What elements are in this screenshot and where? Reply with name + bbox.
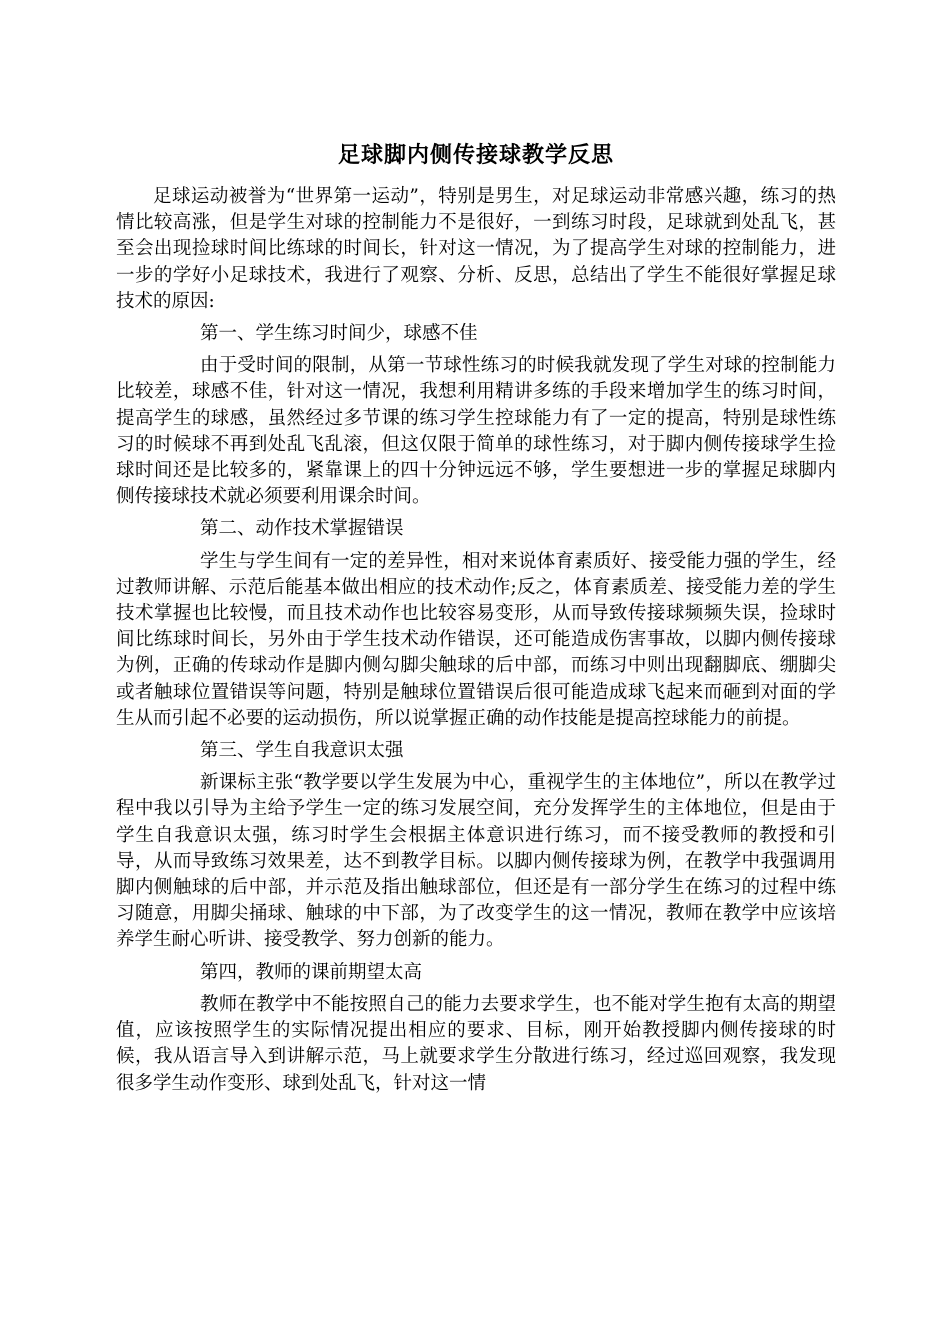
- section-heading-1: 第一、学生练习时间少，球感不佳: [200, 323, 478, 345]
- document-title: 足球脚内侧传接球教学反思: [337, 142, 614, 168]
- section-body-1: 由于受时间的限制，从第一节球性练习的时候我就发现了学生对球的控制能力比较差，球感不佳，针对这一情况，我想利用精讲多练的手段来增加学生的练习时间，提高学生的球感，虽然经过多节课的练习学生控球能力有了一定的提高，特别是球性练习的时候球不再到处乱飞乱滚，但这仅限于简单的球性练习，对于脚内侧传接球学生捡球时间还是比较多的，紧靠课上的四十分钟远远不够，学生要想进一步的掌握足球脚内侧传接球技术就必须要利用课余时间。: [116, 355, 836, 508]
- section-heading-2: 第二、动作技术掌握错误: [200, 518, 404, 540]
- document-page: [116, 140, 836, 1103]
- section-body-3: 新课标主张“教学要以学生发展为中心，重视学生的主体地位”，所以在教学过程中我以引导为主给予学生一定的练习发展空间，充分发挥学生的主体地位，但是由于学生自我意识太强，练习时学生会根据主体意识进行练习，而不接受教师的教授和引导，从而导致练习效果差，达不到教学目标。以脚内侧传接球为例，在教学中我强调用脚内侧触球的后中部，并示范及指出触球部位，但还是有一部分学生在练习的过程中练习随意，用脚尖捅球、触球的中下部，为了改变学生的这一情况，教师在教学中应该培养学生耐心听讲、接受教学、努力创新的能力。: [116, 772, 836, 951]
- intro-paragraph: 足球运动被誉为“世界第一运动”，特别是男生，对足球运动非常感兴趣，练习的热情比较高涨，但是学生对球的控制能力不是很好，一到练习时段，足球就到处乱飞，甚至会出现捡球时间比练球的时间长，针对这一情况，为了提高学生对球的控制能力，进一步的学好小足球技术，我进行了观察、分析、反思，总结出了学生不能很好掌握足球技术的原因:: [116, 186, 836, 312]
- section-heading-3: 第三、学生自我意识太强: [200, 740, 404, 762]
- section-heading-4: 第四，教师的课前期望太高: [200, 961, 423, 983]
- section-body-2: 学生与学生间有一定的差异性，相对来说体育素质好、接受能力强的学生，经过教师讲解、示范后能基本做出相应的技术动作;反之，体育素质差、接受能力差的学生技术掌握也比较慢，而且技术动作也比较容易变形，从而导致传接球频频失误，捡球时间比练球时间长，另外由于学生技术动作错误，还可能造成伤害事故，以脚内侧传接球为例，正确的传球动作是脚内侧勾脚尖触球的后中部，而练习中则出现翻脚底、绷脚尖或者触球位置错误等问题，特别是触球位置错误后很可能造成球飞起来而砸到对面的学生从而引起不必要的运动损伤，所以说掌握正确的动作技能是提高控球能力的前提。: [116, 550, 836, 729]
- section-body-4: 教师在教学中不能按照自己的能力去要求学生，也不能对学生抱有太高的期望值，应该按照学生的实际情况提出相应的要求、目标，刚开始教授脚内侧传接球的时候，我从语言导入到讲解示范，马上就要求学生分散进行练习，经过巡回观察，我发现很多学生动作变形、球到处乱飞，针对这一情: [116, 993, 836, 1094]
